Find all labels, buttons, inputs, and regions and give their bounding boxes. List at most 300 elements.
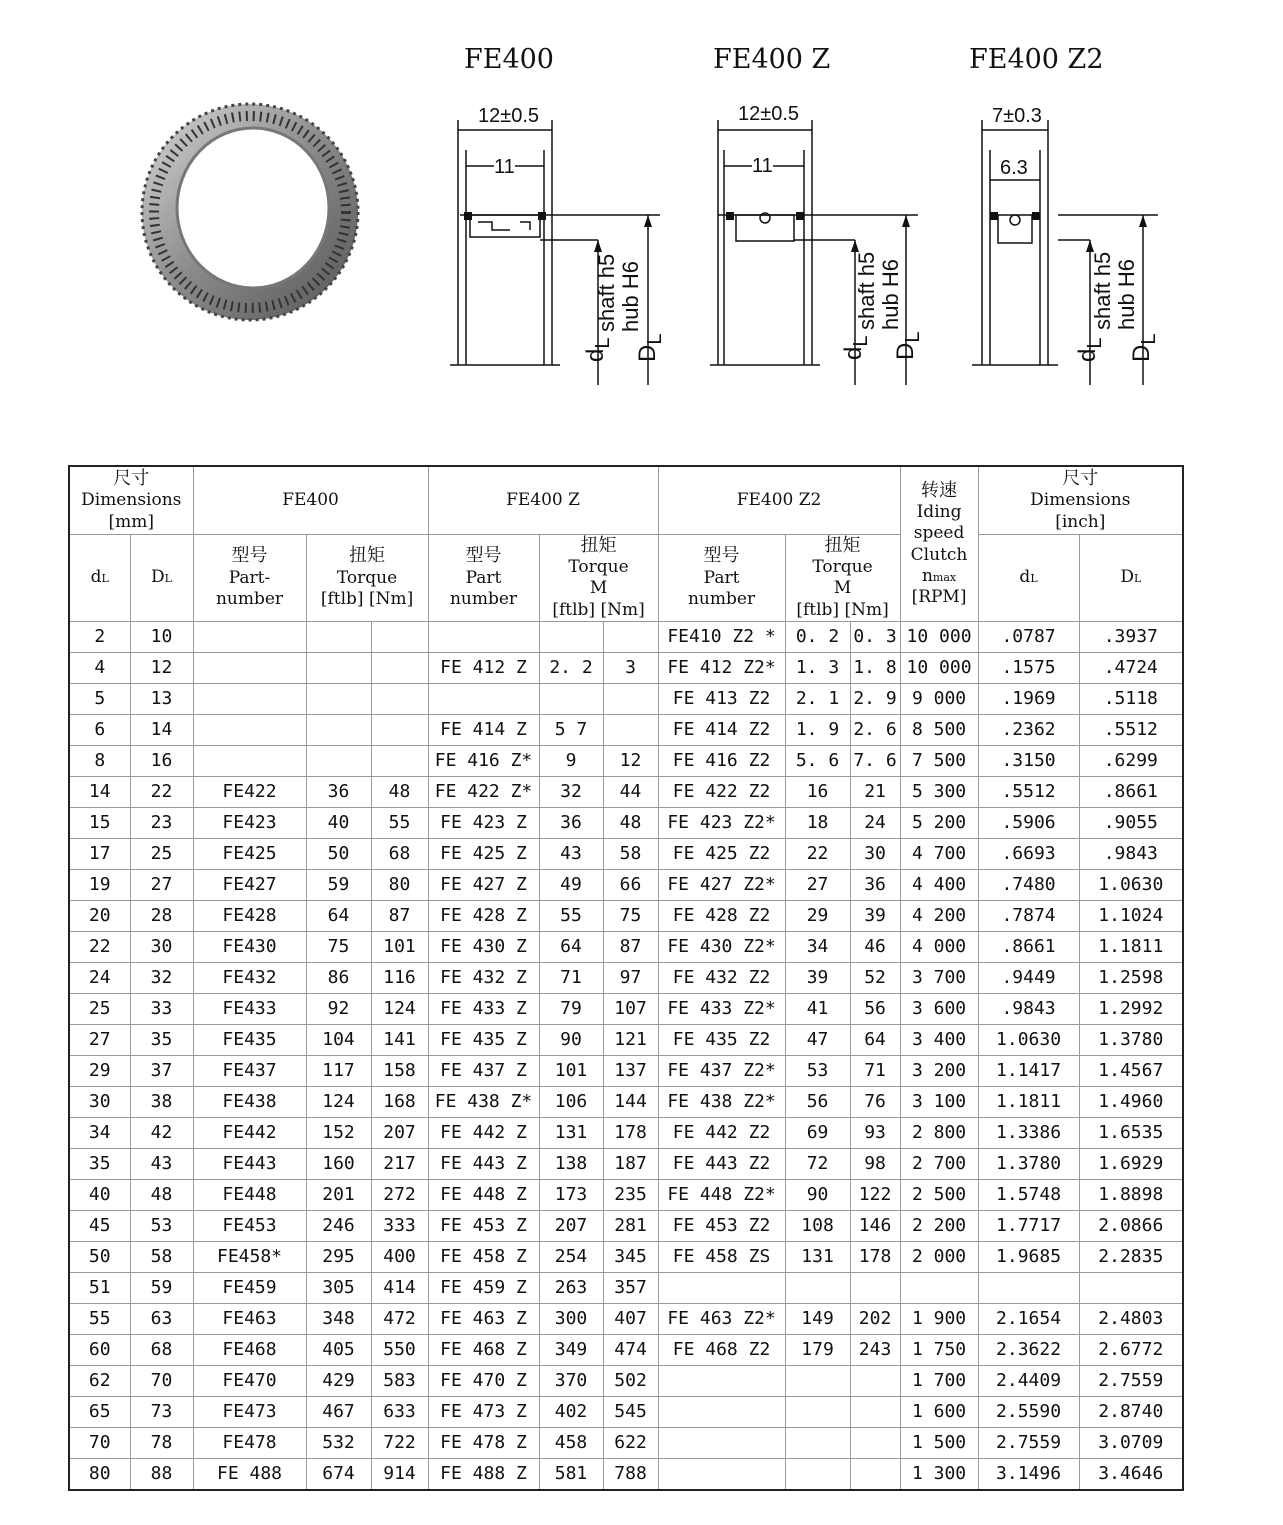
cell-fe400-part: FE427 — [193, 869, 306, 900]
cell-fe400z2-ftlb — [785, 1458, 850, 1490]
table-row — [69, 776, 1183, 807]
cell-DL-inch: 1.1811 — [1079, 931, 1183, 962]
cell-fe400z-part: FE 425 Z — [428, 838, 539, 869]
cell-DL-mm: 16 — [130, 745, 193, 776]
cell-dl-mm: 65 — [69, 1396, 130, 1427]
table-row — [69, 1427, 1183, 1458]
hub-label-1: hub H6 — [618, 261, 643, 332]
cell-DL-mm: 59 — [130, 1272, 193, 1303]
cell-fe400z2-nm: 56 — [850, 993, 900, 1024]
cell-DL-mm: 43 — [130, 1148, 193, 1179]
cell-dl-mm: 55 — [69, 1303, 130, 1334]
cell-fe400-ftlb: 674 — [306, 1458, 371, 1490]
cell-fe400z2-ftlb: 41 — [785, 993, 850, 1024]
cell-fe400-ftlb: 104 — [306, 1024, 371, 1055]
cell-fe400z-nm: 187 — [603, 1148, 658, 1179]
cell-fe400z-ftlb: 64 — [539, 931, 603, 962]
cell-fe400z2-part: FE 416 Z2 — [658, 745, 785, 776]
cell-fe400-ftlb — [306, 652, 371, 683]
cell-fe400z-part: FE 422 Z* — [428, 776, 539, 807]
table-row — [69, 1458, 1183, 1490]
cell-fe400z-nm: 502 — [603, 1365, 658, 1396]
drawing-title-fe400z2: FE400 Z2 — [969, 44, 1104, 75]
cell-fe400z2-part: FE 463 Z2* — [658, 1303, 785, 1334]
cell-fe400-part: FE438 — [193, 1086, 306, 1117]
table-row — [69, 1303, 1183, 1334]
table-row — [69, 1396, 1183, 1427]
cell-DL-inch: 1.2598 — [1079, 962, 1183, 993]
cell-fe400z2-nm: 71 — [850, 1055, 900, 1086]
cell-fe400-ftlb: 152 — [306, 1117, 371, 1148]
cell-fe400-part: FE448 — [193, 1179, 306, 1210]
cell-speed-rpm: 3 700 — [900, 962, 978, 993]
cell-DL-mm: 14 — [130, 714, 193, 745]
cell-fe400z2-ftlb: 27 — [785, 869, 850, 900]
cell-dl-mm: 20 — [69, 900, 130, 931]
cell-fe400z-ftlb: 402 — [539, 1396, 603, 1427]
cell-speed-rpm: 9 000 — [900, 683, 978, 714]
cell-dl-inch: .6693 — [978, 838, 1079, 869]
cell-fe400-nm: 55 — [371, 807, 428, 838]
cell-DL-mm: 27 — [130, 869, 193, 900]
header-dims-mm: 尺寸 Dimensions [mm] — [69, 466, 193, 534]
cell-dl-mm: 5 — [69, 683, 130, 714]
dimension-width-fe400z2: 7±0.3 — [992, 105, 1042, 127]
cell-dl-inch: 3.1496 — [978, 1458, 1079, 1490]
cell-fe400-nm — [371, 621, 428, 652]
cell-fe400z-nm: 121 — [603, 1024, 658, 1055]
cell-fe400-ftlb: 532 — [306, 1427, 371, 1458]
cell-fe400-nm: 400 — [371, 1241, 428, 1272]
cell-fe400-ftlb: 59 — [306, 869, 371, 900]
cell-fe400-part: FE 488 — [193, 1458, 306, 1490]
cell-DL-mm: 38 — [130, 1086, 193, 1117]
table-row — [69, 1117, 1183, 1148]
cell-DL-mm: 63 — [130, 1303, 193, 1334]
cell-fe400z2-nm: 93 — [850, 1117, 900, 1148]
cell-fe400z-ftlb: 349 — [539, 1334, 603, 1365]
cell-fe400z-ftlb: 36 — [539, 807, 603, 838]
cell-dl-mm: 29 — [69, 1055, 130, 1086]
cell-DL-mm: 48 — [130, 1179, 193, 1210]
cell-fe400z2-ftlb: 16 — [785, 776, 850, 807]
cell-dl-mm: 45 — [69, 1210, 130, 1241]
cell-dl-inch: .3150 — [978, 745, 1079, 776]
cell-fe400-part: FE459 — [193, 1272, 306, 1303]
cell-DL-mm: 22 — [130, 776, 193, 807]
cell-DL-inch: 2.6772 — [1079, 1334, 1183, 1365]
cell-dl-mm: 27 — [69, 1024, 130, 1055]
cell-fe400-nm — [371, 652, 428, 683]
table-row — [69, 993, 1183, 1024]
hub-label-3: hub H6 — [1114, 259, 1139, 330]
cell-fe400-part: FE442 — [193, 1117, 306, 1148]
cell-fe400-ftlb: 467 — [306, 1396, 371, 1427]
cell-fe400-nm: 333 — [371, 1210, 428, 1241]
cell-fe400z2-nm: 21 — [850, 776, 900, 807]
cell-fe400z-ftlb — [539, 683, 603, 714]
cell-DL-inch: 1.4960 — [1079, 1086, 1183, 1117]
cell-fe400z2-nm — [850, 1396, 900, 1427]
cell-speed-rpm: 2 500 — [900, 1179, 978, 1210]
cell-DL-inch: 1.1024 — [1079, 900, 1183, 931]
cell-fe400-nm — [371, 745, 428, 776]
table-row — [69, 1334, 1183, 1365]
cell-speed-rpm: 1 900 — [900, 1303, 978, 1334]
cell-DL-inch: .5512 — [1079, 714, 1183, 745]
header-part-fe400: 型号 Part- number — [193, 534, 306, 621]
cell-fe400-nm: 80 — [371, 869, 428, 900]
cell-fe400z-ftlb: 581 — [539, 1458, 603, 1490]
cell-dl-inch: 1.5748 — [978, 1179, 1079, 1210]
cell-fe400z-part: FE 459 Z — [428, 1272, 539, 1303]
cell-fe400-ftlb: 50 — [306, 838, 371, 869]
cell-dl-mm: 2 — [69, 621, 130, 652]
cell-fe400-nm: 124 — [371, 993, 428, 1024]
cell-fe400z-nm: 357 — [603, 1272, 658, 1303]
cell-DL-mm: 88 — [130, 1458, 193, 1490]
cell-dl-inch: .7874 — [978, 900, 1079, 931]
cell-dl-mm: 80 — [69, 1458, 130, 1490]
cell-fe400z2-part: FE 430 Z2* — [658, 931, 785, 962]
cell-fe400-nm: 583 — [371, 1365, 428, 1396]
header-dims-inch: 尺寸 Dimensions [inch] — [978, 466, 1183, 534]
cell-DL-inch: .3937 — [1079, 621, 1183, 652]
cell-fe400z-part: FE 437 Z — [428, 1055, 539, 1086]
cell-fe400z2-part: FE 468 Z2 — [658, 1334, 785, 1365]
dimension-width-fe400z: 12±0.5 — [738, 103, 800, 125]
cell-fe400z-part: FE 416 Z* — [428, 745, 539, 776]
cell-dl-inch: .1969 — [978, 683, 1079, 714]
cell-DL-mm: 53 — [130, 1210, 193, 1241]
cell-dl-mm: 60 — [69, 1334, 130, 1365]
cell-fe400z-ftlb: 90 — [539, 1024, 603, 1055]
DL-label-2: $D_L$ — [892, 331, 924, 360]
cell-speed-rpm: 3 100 — [900, 1086, 978, 1117]
cell-fe400z2-ftlb — [785, 1427, 850, 1458]
cell-DL-mm: 68 — [130, 1334, 193, 1365]
cell-DL-mm: 12 — [130, 652, 193, 683]
cell-DL-mm: 35 — [130, 1024, 193, 1055]
cell-fe400z-part: FE 488 Z — [428, 1458, 539, 1490]
shaft-label-2: shaft h5 — [854, 251, 879, 330]
cell-fe400-nm: 414 — [371, 1272, 428, 1303]
cell-dl-mm: 8 — [69, 745, 130, 776]
cell-fe400z-nm: 44 — [603, 776, 658, 807]
cell-dl-mm: 19 — [69, 869, 130, 900]
cell-speed-rpm: 1 750 — [900, 1334, 978, 1365]
cell-fe400z2-part: FE 422 Z2 — [658, 776, 785, 807]
cell-DL-inch: 1.6929 — [1079, 1148, 1183, 1179]
cell-fe400z-nm: 281 — [603, 1210, 658, 1241]
cell-DL-mm: 28 — [130, 900, 193, 931]
cell-fe400-ftlb: 64 — [306, 900, 371, 931]
cell-fe400z-nm: 3 — [603, 652, 658, 683]
table-row — [69, 621, 1183, 652]
cell-fe400z2-part — [658, 1458, 785, 1490]
cell-fe400z-nm: 75 — [603, 900, 658, 931]
cell-fe400-ftlb: 348 — [306, 1303, 371, 1334]
cell-fe400-part: FE468 — [193, 1334, 306, 1365]
header-speed: 转速 Iding speed Clutch nmax [RPM] — [900, 466, 978, 621]
cell-fe400z2-part: FE 428 Z2 — [658, 900, 785, 931]
cell-dl-mm: 35 — [69, 1148, 130, 1179]
cell-DL-inch: .4724 — [1079, 652, 1183, 683]
cell-DL-mm: 32 — [130, 962, 193, 993]
cell-fe400z-ftlb: 49 — [539, 869, 603, 900]
cell-DL-inch: .8661 — [1079, 776, 1183, 807]
cell-fe400z-ftlb: 300 — [539, 1303, 603, 1334]
cell-speed-rpm: 2 200 — [900, 1210, 978, 1241]
header-DL-mm: DL — [130, 534, 193, 621]
cell-fe400z-part: FE 435 Z — [428, 1024, 539, 1055]
cell-fe400z-part — [428, 683, 539, 714]
dimension-inner-fe400z: 11 — [752, 155, 773, 177]
cell-fe400-part: FE463 — [193, 1303, 306, 1334]
cell-fe400-ftlb: 36 — [306, 776, 371, 807]
table-row — [69, 1241, 1183, 1272]
cell-speed-rpm — [900, 1272, 978, 1303]
header-part-fe400z: 型号 Part number — [428, 534, 539, 621]
cell-fe400-ftlb — [306, 745, 371, 776]
cell-fe400z2-part: FE 448 Z2* — [658, 1179, 785, 1210]
cell-fe400-ftlb: 429 — [306, 1365, 371, 1396]
cell-speed-rpm: 3 400 — [900, 1024, 978, 1055]
cell-dl-inch: .0787 — [978, 621, 1079, 652]
drawing-title-fe400: FE400 — [464, 44, 554, 75]
cell-fe400z2-ftlb: 18 — [785, 807, 850, 838]
cell-DL-mm: 33 — [130, 993, 193, 1024]
cell-fe400z-ftlb: 9 — [539, 745, 603, 776]
cell-fe400z2-nm: 46 — [850, 931, 900, 962]
cell-fe400z-part: FE 443 Z — [428, 1148, 539, 1179]
cell-fe400-ftlb: 75 — [306, 931, 371, 962]
cell-DL-inch: 2.2835 — [1079, 1241, 1183, 1272]
cell-fe400z-ftlb: 254 — [539, 1241, 603, 1272]
table-row — [69, 652, 1183, 683]
cell-DL-inch: 1.2992 — [1079, 993, 1183, 1024]
cell-fe400-ftlb: 405 — [306, 1334, 371, 1365]
cell-fe400z-part: FE 470 Z — [428, 1365, 539, 1396]
cell-fe400z-ftlb: 55 — [539, 900, 603, 931]
cell-fe400z-part: FE 478 Z — [428, 1427, 539, 1458]
cell-dl-mm: 34 — [69, 1117, 130, 1148]
cell-fe400z-nm: 545 — [603, 1396, 658, 1427]
cell-fe400-part — [193, 652, 306, 683]
cell-speed-rpm: 1 500 — [900, 1427, 978, 1458]
cell-fe400z2-part: FE 427 Z2* — [658, 869, 785, 900]
cell-fe400z2-part — [658, 1272, 785, 1303]
cell-dl-inch: 1.1811 — [978, 1086, 1079, 1117]
cell-dl-mm: 70 — [69, 1427, 130, 1458]
cell-fe400z2-ftlb: 179 — [785, 1334, 850, 1365]
cell-fe400z-part — [428, 621, 539, 652]
cell-fe400z-nm: 87 — [603, 931, 658, 962]
cell-fe400z2-part: FE 443 Z2 — [658, 1148, 785, 1179]
cell-fe400z2-ftlb: 34 — [785, 931, 850, 962]
cell-fe400z-ftlb: 101 — [539, 1055, 603, 1086]
header-torque-fe400z2: 扭矩 Torque M [ftlb] [Nm] — [785, 534, 900, 621]
cell-dl-mm: 24 — [69, 962, 130, 993]
cell-fe400z-part: FE 430 Z — [428, 931, 539, 962]
cell-fe400-nm: 158 — [371, 1055, 428, 1086]
cell-fe400z2-part — [658, 1365, 785, 1396]
cell-fe400z-part: FE 458 Z — [428, 1241, 539, 1272]
cell-fe400z-nm: 407 — [603, 1303, 658, 1334]
cell-fe400z-part: FE 432 Z — [428, 962, 539, 993]
table-row — [69, 1086, 1183, 1117]
cell-fe400-ftlb: 86 — [306, 962, 371, 993]
cell-fe400z-nm: 97 — [603, 962, 658, 993]
cell-dl-mm: 50 — [69, 1241, 130, 1272]
cell-fe400z2-nm: 98 — [850, 1148, 900, 1179]
DL-label-3: $D_L$ — [1128, 333, 1160, 362]
cell-dl-inch: .5512 — [978, 776, 1079, 807]
cell-DL-inch: 1.0630 — [1079, 869, 1183, 900]
cell-fe400z2-ftlb: 1. 3 — [785, 652, 850, 683]
cell-fe400-part: FE433 — [193, 993, 306, 1024]
cell-fe400z2-part: FE 413 Z2 — [658, 683, 785, 714]
shaft-label-1: shaft h5 — [594, 253, 619, 332]
cell-DL-inch: .6299 — [1079, 745, 1183, 776]
cell-fe400z-nm — [603, 714, 658, 745]
cell-fe400z2-ftlb: 2. 1 — [785, 683, 850, 714]
cell-fe400z2-ftlb: 72 — [785, 1148, 850, 1179]
cell-speed-rpm: 8 500 — [900, 714, 978, 745]
cell-fe400z-nm: 137 — [603, 1055, 658, 1086]
cell-DL-inch: 3.4646 — [1079, 1458, 1183, 1490]
cell-fe400z2-nm: 76 — [850, 1086, 900, 1117]
cell-dl-inch: .5906 — [978, 807, 1079, 838]
cell-fe400z2-nm — [850, 1458, 900, 1490]
cell-speed-rpm: 4 200 — [900, 900, 978, 931]
cell-dl-inch: 2.3622 — [978, 1334, 1079, 1365]
header-fe400: FE400 — [193, 466, 428, 534]
cell-dl-inch — [978, 1272, 1079, 1303]
cell-fe400z-part: FE 448 Z — [428, 1179, 539, 1210]
cell-dl-inch: 2.4409 — [978, 1365, 1079, 1396]
table-row — [69, 900, 1183, 931]
cell-fe400-nm: 116 — [371, 962, 428, 993]
cell-fe400-part: FE425 — [193, 838, 306, 869]
cell-fe400z-part: FE 427 Z — [428, 869, 539, 900]
cell-speed-rpm: 2 800 — [900, 1117, 978, 1148]
table-row — [69, 1148, 1183, 1179]
cell-dl-inch: 1.0630 — [978, 1024, 1079, 1055]
cell-fe400z-ftlb: 370 — [539, 1365, 603, 1396]
dimension-inner-fe400: 11 — [494, 156, 515, 178]
cell-dl-inch: .9449 — [978, 962, 1079, 993]
cell-fe400z-nm: 345 — [603, 1241, 658, 1272]
cell-fe400-part: FE432 — [193, 962, 306, 993]
cell-dl-inch: .2362 — [978, 714, 1079, 745]
cell-fe400z2-nm: 2. 6 — [850, 714, 900, 745]
cell-fe400z-ftlb: 106 — [539, 1086, 603, 1117]
cell-DL-inch: 2.7559 — [1079, 1365, 1183, 1396]
cell-fe400-ftlb: 160 — [306, 1148, 371, 1179]
cell-fe400-nm: 472 — [371, 1303, 428, 1334]
cell-DL-mm: 42 — [130, 1117, 193, 1148]
cell-fe400z2-nm: 64 — [850, 1024, 900, 1055]
cell-fe400z-ftlb: 71 — [539, 962, 603, 993]
dl-label-3: $d_L$ — [1074, 337, 1106, 362]
cell-speed-rpm: 5 300 — [900, 776, 978, 807]
cell-fe400z2-part: FE 438 Z2* — [658, 1086, 785, 1117]
cell-fe400z2-part: FE 458 ZS — [658, 1241, 785, 1272]
cell-fe400z-ftlb: 5 7 — [539, 714, 603, 745]
cell-fe400z2-ftlb: 53 — [785, 1055, 850, 1086]
cell-speed-rpm: 10 000 — [900, 621, 978, 652]
cell-dl-inch: .8661 — [978, 931, 1079, 962]
cell-fe400z2-nm: 243 — [850, 1334, 900, 1365]
table-row — [69, 807, 1183, 838]
shaft-label-3: shaft h5 — [1090, 251, 1115, 330]
cell-fe400z2-ftlb: 1. 9 — [785, 714, 850, 745]
cell-fe400-nm: 914 — [371, 1458, 428, 1490]
table-row — [69, 1179, 1183, 1210]
cell-fe400z2-ftlb: 149 — [785, 1303, 850, 1334]
cell-speed-rpm: 2 700 — [900, 1148, 978, 1179]
cell-fe400-nm: 68 — [371, 838, 428, 869]
cell-fe400z2-nm: 52 — [850, 962, 900, 993]
cell-dl-inch: .1575 — [978, 652, 1079, 683]
dl-label-2: $d_L$ — [840, 335, 872, 360]
cell-fe400-ftlb: 40 — [306, 807, 371, 838]
cell-fe400z2-ftlb — [785, 1396, 850, 1427]
cell-speed-rpm: 3 200 — [900, 1055, 978, 1086]
cell-fe400z2-part — [658, 1396, 785, 1427]
table-row — [69, 1055, 1183, 1086]
cell-dl-mm: 6 — [69, 714, 130, 745]
cell-fe400z2-nm — [850, 1272, 900, 1303]
cell-fe400z2-ftlb: 56 — [785, 1086, 850, 1117]
header-torque-fe400z: 扭矩 Torque M [ftlb] [Nm] — [539, 534, 658, 621]
header-fe400z: FE400 Z — [428, 466, 658, 534]
cell-DL-mm: 25 — [130, 838, 193, 869]
cell-speed-rpm: 4 400 — [900, 869, 978, 900]
cell-fe400z-ftlb: 79 — [539, 993, 603, 1024]
cell-DL-inch: 2.0866 — [1079, 1210, 1183, 1241]
cell-speed-rpm: 4 000 — [900, 931, 978, 962]
cell-DL-mm: 23 — [130, 807, 193, 838]
cell-DL-inch: 2.8740 — [1079, 1396, 1183, 1427]
cell-fe400-ftlb — [306, 683, 371, 714]
cell-dl-inch: 2.7559 — [978, 1427, 1079, 1458]
cell-fe400-nm: 272 — [371, 1179, 428, 1210]
table-row — [69, 931, 1183, 962]
cell-DL-inch: .5118 — [1079, 683, 1183, 714]
cell-fe400z2-ftlb: 29 — [785, 900, 850, 931]
cell-fe400z-part: FE 442 Z — [428, 1117, 539, 1148]
cell-speed-rpm: 1 700 — [900, 1365, 978, 1396]
cell-fe400-part: FE443 — [193, 1148, 306, 1179]
cell-speed-rpm: 1 300 — [900, 1458, 978, 1490]
cell-fe400z-ftlb: 173 — [539, 1179, 603, 1210]
cell-dl-inch: .7480 — [978, 869, 1079, 900]
drawing-title-fe400z: FE400 Z — [713, 44, 831, 75]
cell-fe400z-nm — [603, 621, 658, 652]
hub-label-2: hub H6 — [878, 259, 903, 330]
cell-fe400z-part: FE 473 Z — [428, 1396, 539, 1427]
cell-fe400z2-nm: 39 — [850, 900, 900, 931]
cell-fe400z-nm: 144 — [603, 1086, 658, 1117]
cell-fe400z2-nm: 1. 8 — [850, 652, 900, 683]
cell-fe400z-nm: 788 — [603, 1458, 658, 1490]
cell-speed-rpm: 4 700 — [900, 838, 978, 869]
cell-fe400z2-nm: 24 — [850, 807, 900, 838]
cell-fe400-nm: 217 — [371, 1148, 428, 1179]
cell-fe400-part: FE453 — [193, 1210, 306, 1241]
